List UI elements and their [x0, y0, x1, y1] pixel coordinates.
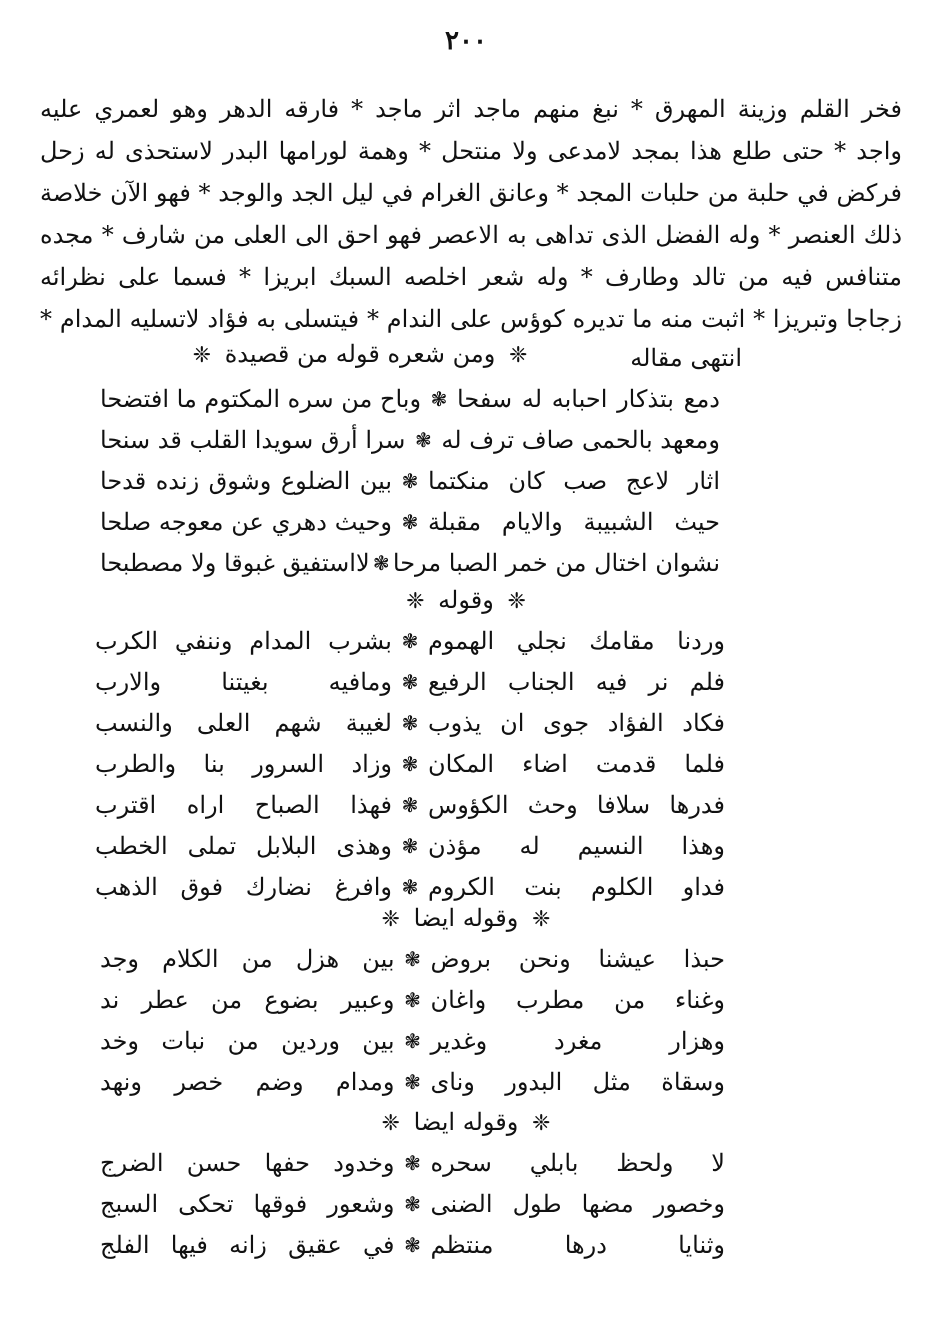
verse-second-hemistich: وعبير بضوع من عطر ند: [100, 985, 395, 1014]
verse-line: [100, 1224, 725, 1265]
verse-second-hemistich: ومافيه بغيتنا والارب: [95, 667, 392, 696]
verse-separator-icon: ❃: [401, 792, 419, 817]
verse-second-hemistich: لغيبة شهم العلى والنسب: [95, 708, 392, 737]
verse-line: [100, 542, 720, 583]
verse-separator-icon: ❃: [401, 509, 419, 534]
verse-second-hemistich: في عقيق زانه فيها الفلج: [100, 1230, 395, 1259]
verse-first-hemistich: وخصور مضها طول الضنى: [430, 1189, 725, 1218]
verse-first-hemistich: ومعهد بالحمى صاف ترف له: [441, 425, 720, 454]
verse-second-hemistich: بين وردين من نبات وخد: [100, 1026, 395, 1055]
verse-second-hemistich: وشعور فوقها تحكى السبج: [100, 1189, 395, 1218]
verse-first-hemistich: وغناء من مطرب واغان: [430, 985, 725, 1014]
verse-line: [95, 702, 725, 743]
heading-text: ومن شعره قوله من قصيدة: [224, 340, 496, 368]
section-heading: [0, 1102, 932, 1142]
poem-block: [100, 1142, 725, 1265]
verse-separator-icon: ❃: [404, 1191, 421, 1216]
poem-block: [100, 378, 720, 583]
page-number: ٢٠٠: [445, 26, 487, 56]
prose-line: واجد * حتى طلع هذا بمجد لامدعى ولا منتحل * وهمة لورامها البدر لاستحذى له زحل: [40, 137, 902, 165]
verse-separator-icon: ❃: [401, 628, 419, 653]
verse-line: [100, 460, 720, 501]
heading-text: وقوله ايضا: [413, 1108, 519, 1136]
verse-separator-icon: ❃: [430, 386, 448, 411]
verse-line: [95, 743, 725, 784]
verse-line: [95, 825, 725, 866]
prose-line: متنافس فيه من تالد وطارف * وله شعر اخلصه السبك ابريزا * فسما على نظرائه: [40, 263, 902, 291]
verse-first-hemistich: وثنايا درها منتظم: [430, 1230, 725, 1259]
verse-second-hemistich: لااستفيق غبوقا ولا مصطبحا: [100, 548, 370, 577]
verse-first-hemistich: لا ولحظ بابلي سحره: [430, 1148, 725, 1177]
verse-separator-icon: ❃: [404, 987, 421, 1012]
verse-line: [100, 378, 720, 419]
prose-line: زجاجا وتبريزا * اثبت منه ما تديره كوؤس على الندام * فيتسلى به فؤاد لاتسليه المدام *: [40, 305, 902, 333]
verse-first-hemistich: فلما قدمت اضاء المكان: [428, 749, 725, 778]
poem-block: [95, 620, 725, 907]
prose-line: فركض في حلبة من حلبات المجد * وعانق الغرام في ليل الجد والوجد * فهو الآن خلاصة: [40, 179, 902, 207]
verse-line: [100, 419, 720, 460]
verse-line: [100, 1183, 725, 1224]
verse-first-hemistich: نشوان اختال من خمر الصبا مرحا: [392, 548, 720, 577]
section-heading: [0, 898, 932, 938]
ornament-icon: ❈: [192, 343, 212, 368]
verse-separator-icon: ❃: [404, 1069, 421, 1094]
verse-separator-icon: ❃: [401, 710, 419, 735]
verse-first-hemistich: وسقاة مثل البدور وناى: [430, 1067, 725, 1096]
verse-second-hemistich: بشرب المدام وننفي الكرب: [95, 626, 392, 655]
ornament-icon: ❈: [532, 907, 551, 932]
verse-second-hemistich: بين الضلوع وشوق زنده قدحا: [100, 466, 392, 495]
verse-separator-icon: ❃: [404, 1150, 421, 1175]
verse-first-hemistich: فلم نر فيه الجناب الرفيع: [428, 667, 725, 696]
verse-first-hemistich: فكاد الفؤاد جوى ان يذوب: [428, 708, 725, 737]
verse-line: [100, 979, 725, 1020]
end-of-quote: انتهى مقاله: [630, 344, 742, 372]
section-heading: [130, 334, 590, 374]
prose-line: ذلك العنصر * وله الفضل الذى تداهى به الاعصر فهو احق الى العلى من شارف * مجده: [40, 221, 902, 249]
verse-line: [95, 784, 725, 825]
poem-block: [100, 938, 725, 1102]
heading-text: وقوله ايضا: [413, 904, 519, 932]
verse-separator-icon: ❃: [401, 669, 419, 694]
verse-line: [95, 661, 725, 702]
verse-first-hemistich: اثار لاعج صب كان منكتما: [428, 466, 720, 495]
verse-separator-icon: ❃: [372, 550, 390, 575]
verse-first-hemistich: فدرها سلافا وحث الكؤوس: [428, 790, 725, 819]
verse-line: [100, 1061, 725, 1102]
ornament-icon: ❈: [381, 907, 400, 932]
verse-second-hemistich: وافرغ نضارك فوق الذهب: [95, 872, 392, 901]
verse-first-hemistich: حبذا عيشنا ونحن بروض: [430, 944, 725, 973]
verse-separator-icon: ❃: [401, 468, 419, 493]
verse-first-hemistich: وهذا النسيم له مؤذن: [428, 831, 725, 860]
verse-second-hemistich: وحيث دهري عن معوجه صلحا: [100, 507, 392, 536]
verse-first-hemistich: وردنا مقامك نجلي الهموم: [428, 626, 725, 655]
verse-line: [100, 1142, 725, 1183]
verse-separator-icon: ❃: [401, 833, 419, 858]
verse-line: [100, 501, 720, 542]
verse-second-hemistich: فهذا الصباح اراه اقترب: [95, 790, 392, 819]
ornament-icon: ❈: [507, 589, 526, 614]
verse-separator-icon: ❃: [404, 1232, 421, 1257]
verse-separator-icon: ❃: [401, 751, 419, 776]
verse-separator-icon: ❃: [404, 946, 421, 971]
verse-second-hemistich: وخدود حفها حسن الضرج: [100, 1148, 395, 1177]
ornament-icon: ❈: [508, 343, 528, 368]
verse-separator-icon: ❃: [401, 874, 419, 899]
verse-second-hemistich: سرا أرق سويدا القلب قد سنحا: [100, 425, 406, 454]
verse-second-hemistich: وهذى البلابل تملى الخطب: [95, 831, 392, 860]
verse-first-hemistich: حيث الشبيبة والايام مقبلة: [428, 507, 720, 536]
verse-separator-icon: ❃: [414, 427, 432, 452]
verse-first-hemistich: فداو الكلوم بنت الكروم: [428, 872, 725, 901]
prose-line: فخر القلم وزينة المهرق * نبغ منهم ماجد اثر ماجد * فارقه الدهر وهو لعمري عليه: [40, 95, 902, 123]
verse-first-hemistich: دمع بتذكار احبابه له سفحا: [457, 384, 720, 413]
verse-second-hemistich: ومدام وضم خصر ونهد: [100, 1067, 395, 1096]
verse-second-hemistich: وزاد السرور بنا والطرب: [95, 749, 392, 778]
section-heading: [0, 580, 932, 620]
prose-paragraph: [40, 88, 902, 340]
verse-first-hemistich: وهزار مغرد وغدير: [430, 1026, 725, 1055]
ornament-icon: ❈: [406, 589, 425, 614]
verse-second-hemistich: بين هزل من الكلام وجد: [100, 944, 395, 973]
heading-text: وقوله: [438, 586, 494, 614]
verse-second-hemistich: وباح من سره المكتوم ما افتضحا: [100, 384, 422, 413]
verse-line: [100, 1020, 725, 1061]
verse-line: [100, 938, 725, 979]
ornament-icon: ❈: [532, 1111, 551, 1136]
verse-separator-icon: ❃: [404, 1028, 421, 1053]
ornament-icon: ❈: [381, 1111, 400, 1136]
verse-line: [95, 620, 725, 661]
